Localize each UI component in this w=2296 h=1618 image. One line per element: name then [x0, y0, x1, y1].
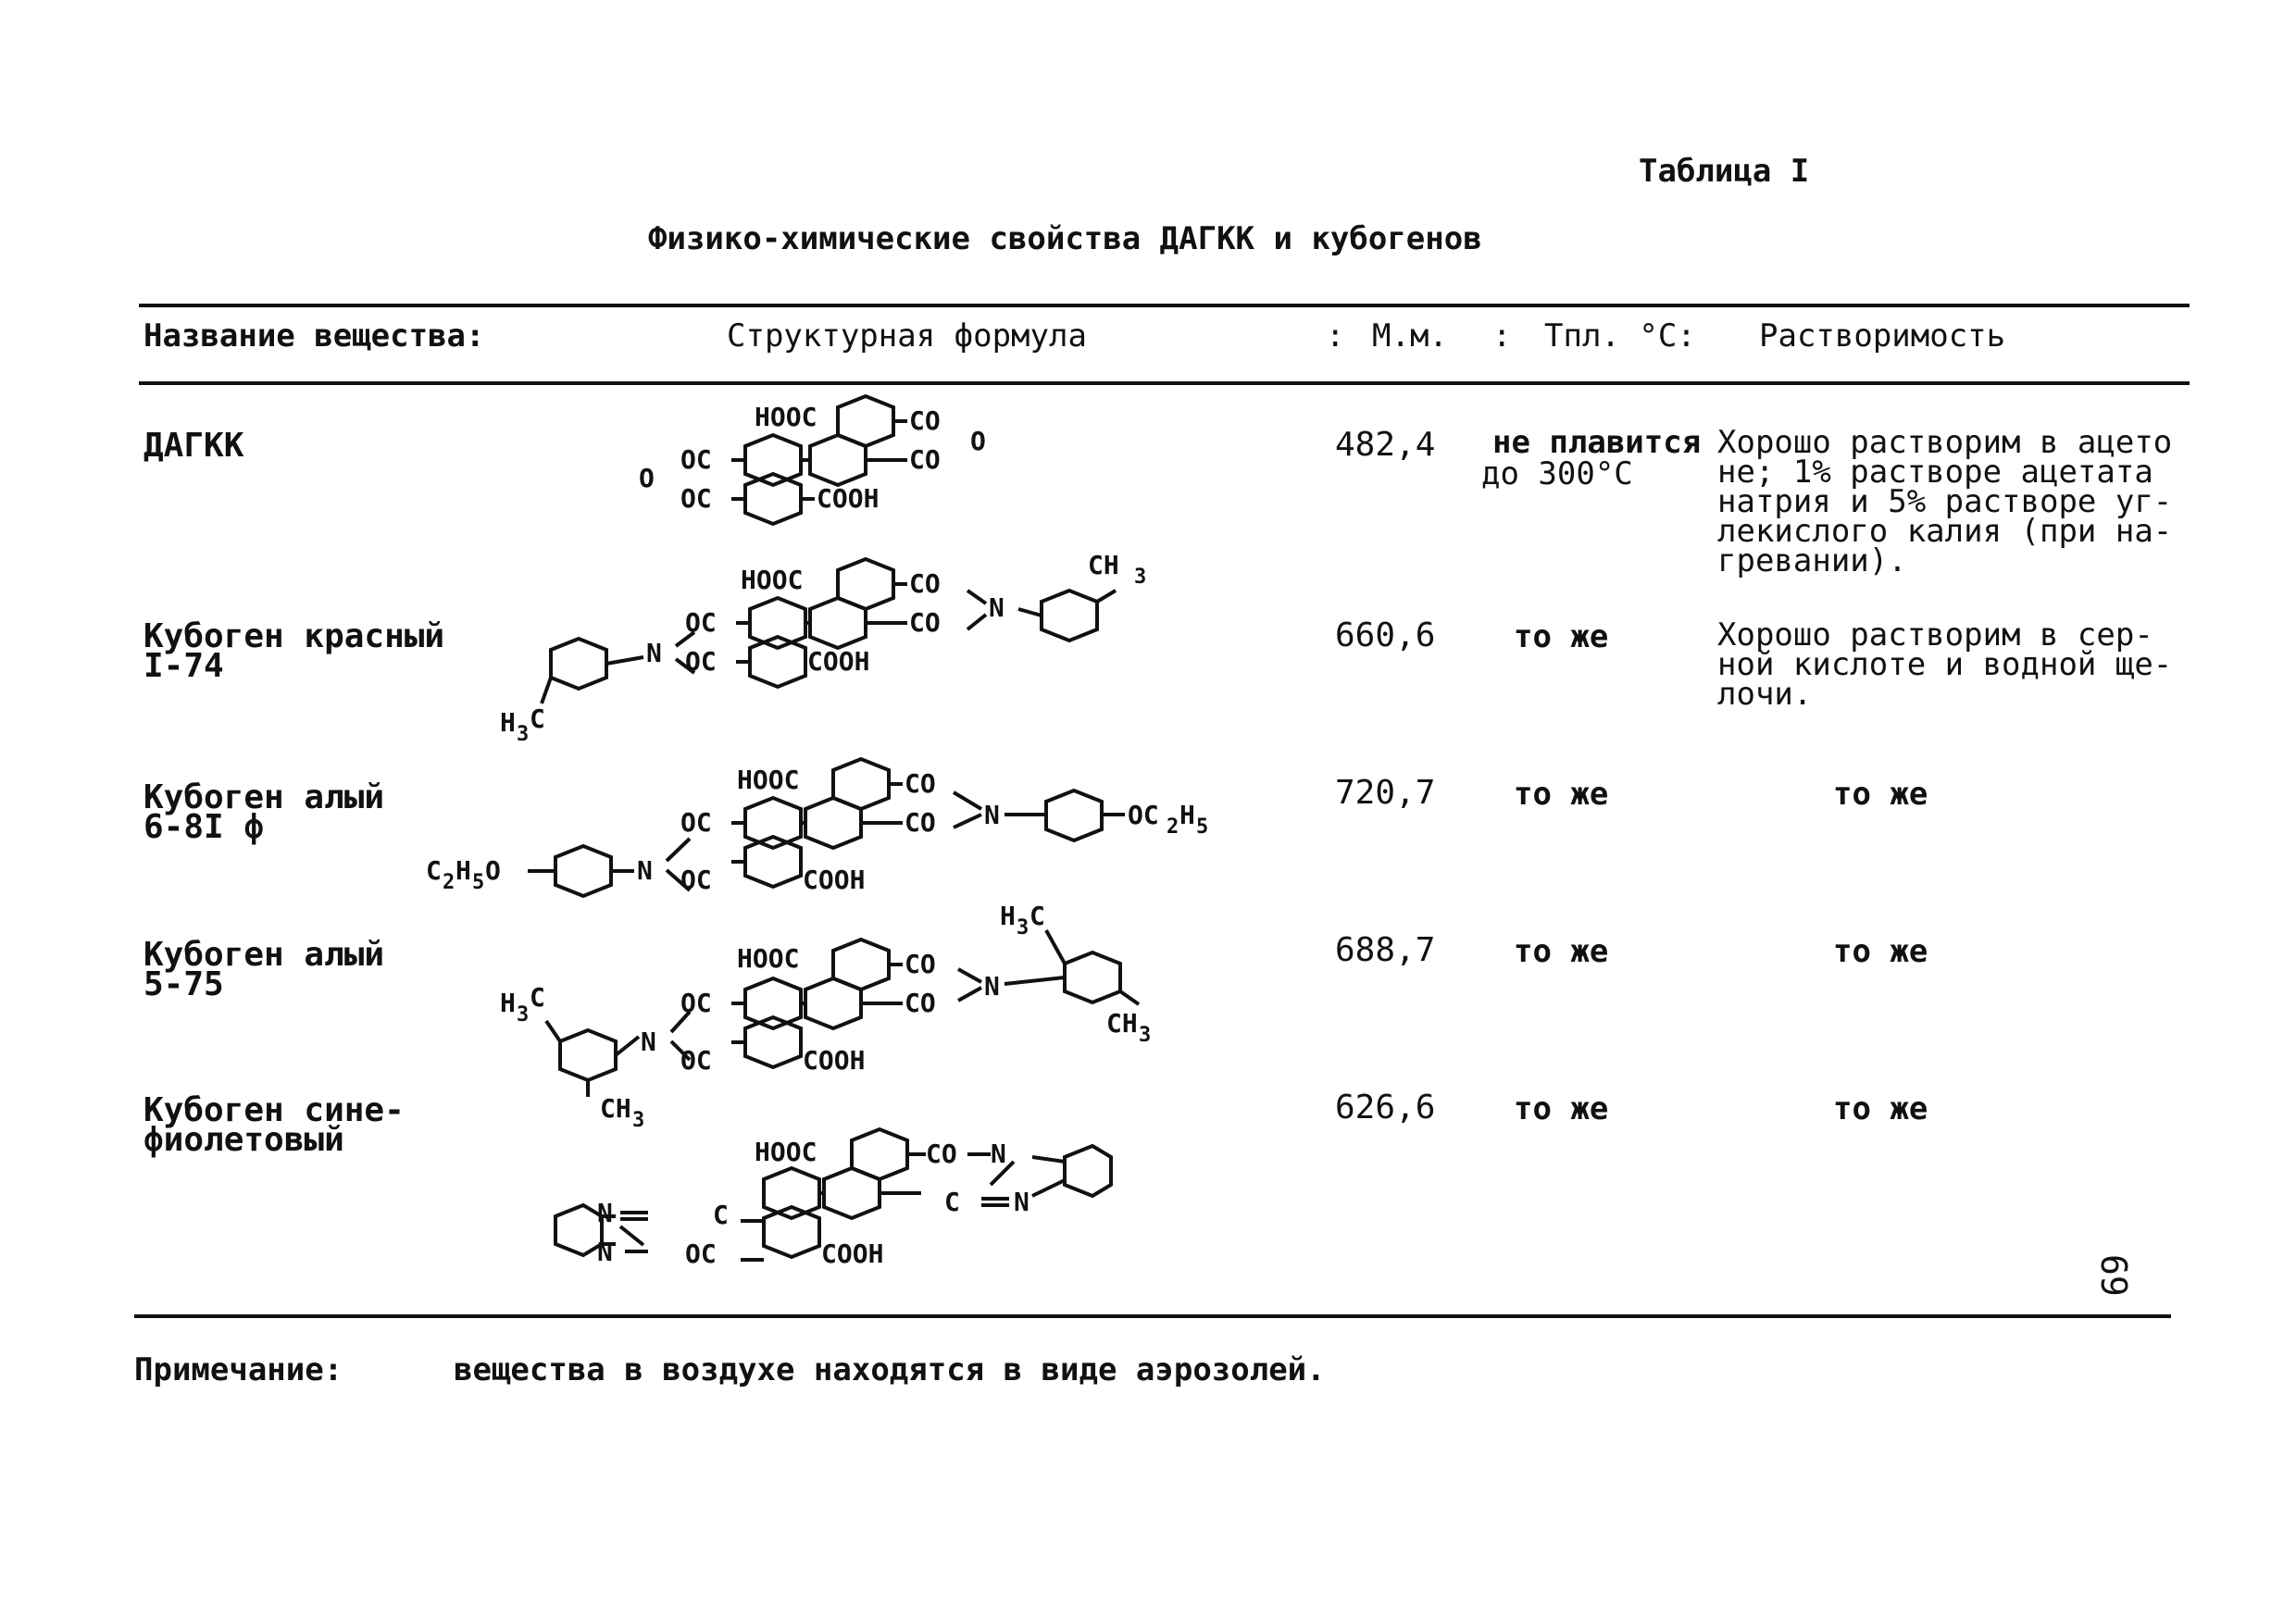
- row-melt-scarlet: то же: [1514, 776, 1609, 813]
- formula-dagkk-bridge: О: [970, 426, 986, 456]
- formula-blue-left-c: С: [713, 1200, 729, 1230]
- row-sol-dagkk-5: гревании).: [1717, 542, 1907, 579]
- note-text: вещества в воздухе находятся в виде аэрозолей.: [454, 1351, 1326, 1388]
- formula-scarlet: [426, 750, 1259, 916]
- formula-red-left-top: ОС: [685, 607, 717, 638]
- formula-red-n-right: N: [989, 592, 1004, 623]
- formula-blue-left-bottom: ОС: [685, 1238, 717, 1269]
- svg-text:Н: Н: [455, 855, 471, 886]
- row-sol-dagkk-1: Хорошо растворим в ацето: [1717, 424, 2173, 461]
- formula-red-right-top: СО: [909, 568, 941, 599]
- svg-text:С: С: [530, 982, 545, 1013]
- formula-red-ch3-sub: 3: [1134, 566, 1147, 589]
- formula-scarlet-right-bottom: СО: [905, 807, 936, 838]
- svg-text:Н: Н: [1179, 800, 1195, 830]
- formula-scarlet2: [500, 902, 1185, 1134]
- formula-scarlet2-h3c-top: Н: [1000, 902, 1016, 931]
- formula-red: [491, 546, 1157, 759]
- col-header-sep-2: :: [1492, 317, 1512, 355]
- row-name-blue-1: Кубоген сине-: [144, 1091, 405, 1129]
- formula-scarlet2-right-bottom: СО: [905, 988, 936, 1018]
- row-name-red-2: I-74: [144, 647, 224, 685]
- bottom-rule: [134, 1314, 2171, 1318]
- formula-scarlet-oc2h5: ОС: [1128, 800, 1159, 830]
- svg-text:3: 3: [517, 1003, 530, 1027]
- col-header-sep-1: :: [1326, 317, 1345, 355]
- row-name-dagkk: ДАГКК: [144, 427, 244, 465]
- formula-blue-n-right-bottom: N: [1014, 1187, 1029, 1217]
- row-melt-red: то же: [1514, 618, 1609, 655]
- formula-red-top-left: НООС: [741, 565, 804, 595]
- row-mass-scarlet2: 688,7: [1335, 931, 1436, 969]
- formula-scarlet2-right-top: СО: [905, 949, 936, 979]
- row-sol-red-2: ной кислоте и водной ще-: [1717, 646, 2173, 683]
- row-name-scarlet-1: Кубоген алый: [144, 778, 385, 816]
- formula-scarlet2-top-left: НООС: [737, 943, 800, 974]
- formula-dagkk-left-top: ОС: [680, 444, 712, 475]
- formula-red-n-left: N: [646, 638, 662, 668]
- formula-red-h3c-h: Н: [500, 707, 516, 738]
- col-header-mass: М.м.: [1372, 317, 1448, 355]
- formula-blue-bottom-right: СООН: [821, 1238, 884, 1269]
- svg-text:3: 3: [1017, 916, 1029, 940]
- svg-text:3: 3: [632, 1109, 645, 1132]
- svg-text:О: О: [485, 855, 501, 886]
- formula-blue-right-top: СО: [926, 1139, 957, 1169]
- svg-text:2: 2: [443, 871, 455, 894]
- formula-scarlet2-left-top: ОС: [680, 988, 712, 1018]
- row-mass-red: 660,6: [1335, 616, 1436, 654]
- svg-text:2: 2: [1167, 815, 1179, 839]
- formula-red-bottom-right: СООН: [807, 646, 870, 677]
- formula-blue: [546, 1120, 1139, 1296]
- table-number: Таблица I: [1639, 153, 1810, 190]
- row-sol-scarlet: то же: [1833, 776, 1928, 813]
- formula-red-h3c-c: С: [530, 703, 545, 734]
- row-sol-dagkk-3: натрия и 5% растворе уг-: [1717, 483, 2173, 520]
- row-melt-scarlet2: то же: [1514, 933, 1609, 970]
- row-melt-dagkk-1: не плавится: [1492, 424, 1702, 461]
- formula-scarlet2-n-left: N: [641, 1027, 656, 1057]
- formula-blue-n-left-top: N: [597, 1198, 613, 1228]
- row-sol-red-1: Хорошо растворим в сер-: [1717, 616, 2153, 653]
- formula-scarlet-top-left: НООС: [737, 765, 800, 795]
- formula-scarlet-left-bottom: ОС: [680, 865, 712, 895]
- formula-scarlet-left-top: ОС: [680, 807, 712, 838]
- formula-scarlet-n-left: N: [637, 855, 653, 886]
- row-sol-scarlet2: то же: [1833, 933, 1928, 970]
- formula-dagkk-top-right: СО: [909, 405, 941, 436]
- col-header-formula: Структурная формула: [727, 317, 1087, 355]
- row-name-red-1: Кубоген красный: [144, 617, 445, 655]
- formula-dagkk-right-bottom: СО: [909, 444, 941, 475]
- row-sol-blue: то же: [1833, 1090, 1928, 1127]
- formula-scarlet-n-right: N: [984, 800, 1000, 830]
- row-mass-scarlet: 720,7: [1335, 774, 1436, 812]
- formula-scarlet2-ch3-bottom: СН: [600, 1093, 631, 1124]
- svg-text:С: С: [1029, 902, 1045, 931]
- row-melt-dagkk-2: до 300°С: [1481, 455, 1633, 492]
- table-title: Физико-химические свойства ДАГКК и кубогенов: [648, 220, 1482, 257]
- formula-dagkk-top-left: НООС: [755, 402, 817, 432]
- formula-scarlet2-ch3-right: СН: [1106, 1008, 1138, 1039]
- top-rule: [139, 304, 2190, 307]
- formula-red-ch3-right: СН: [1088, 550, 1119, 580]
- formula-scarlet2-bottom-right: СООН: [803, 1045, 866, 1076]
- row-sol-dagkk-2: не; 1% растворе ацетата: [1717, 454, 2153, 491]
- formula-scarlet2-h3c-left: Н: [500, 988, 516, 1018]
- svg-text:3: 3: [1139, 1024, 1152, 1047]
- formula-dagkk-left-bottom: ОС: [680, 483, 712, 514]
- formula-scarlet2-left-bottom: ОС: [680, 1045, 712, 1076]
- row-name-blue-2: фиолетовый: [144, 1121, 344, 1159]
- col-header-name: Название вещества:: [144, 317, 485, 355]
- note-label: Примечание:: [134, 1351, 343, 1388]
- formula-scarlet-right-top: СО: [905, 768, 936, 799]
- formula-blue-top-left: НООС: [755, 1137, 817, 1167]
- formula-red-left-bottom: ОС: [685, 646, 717, 677]
- page-number: 69: [2093, 1254, 2134, 1297]
- formula-scarlet2-n-right: N: [984, 971, 1000, 1002]
- svg-text:5: 5: [1196, 815, 1209, 839]
- formula-scarlet-c2h5o: С: [426, 855, 442, 886]
- row-mass-dagkk: 482,4: [1335, 426, 1436, 464]
- row-sol-red-3: лочи.: [1717, 676, 1813, 713]
- col-header-solubility: Растворимость: [1759, 317, 2006, 355]
- row-name-scarlet-2: 6-8I ф: [144, 808, 265, 846]
- formula-blue-right-c: С: [944, 1187, 960, 1217]
- col-header-melt: Тпл. °С:: [1544, 317, 1696, 355]
- formula-dagkk-bottom-right: СООН: [817, 483, 880, 514]
- header-rule: [139, 381, 2190, 385]
- formula-blue-n-right-top: N: [991, 1139, 1006, 1169]
- formula-red-right-bottom: СО: [909, 607, 941, 638]
- row-name-scarlet2-2: 5-75: [144, 965, 224, 1003]
- formula-dagkk: [630, 389, 1018, 555]
- formula-dagkk-left-bridge: О: [639, 463, 655, 493]
- formula-scarlet-bottom-right: СООН: [803, 865, 866, 895]
- row-sol-dagkk-4: лекислого калия (при на-: [1717, 513, 2173, 550]
- row-mass-blue: 626,6: [1335, 1089, 1436, 1126]
- row-melt-blue: то же: [1514, 1090, 1609, 1127]
- svg-text:5: 5: [472, 871, 485, 894]
- formula-blue-n-left-bottom: N: [597, 1237, 613, 1267]
- row-name-scarlet2-1: Кубоген алый: [144, 936, 385, 974]
- formula-red-h3c-sub: 3: [517, 723, 530, 746]
